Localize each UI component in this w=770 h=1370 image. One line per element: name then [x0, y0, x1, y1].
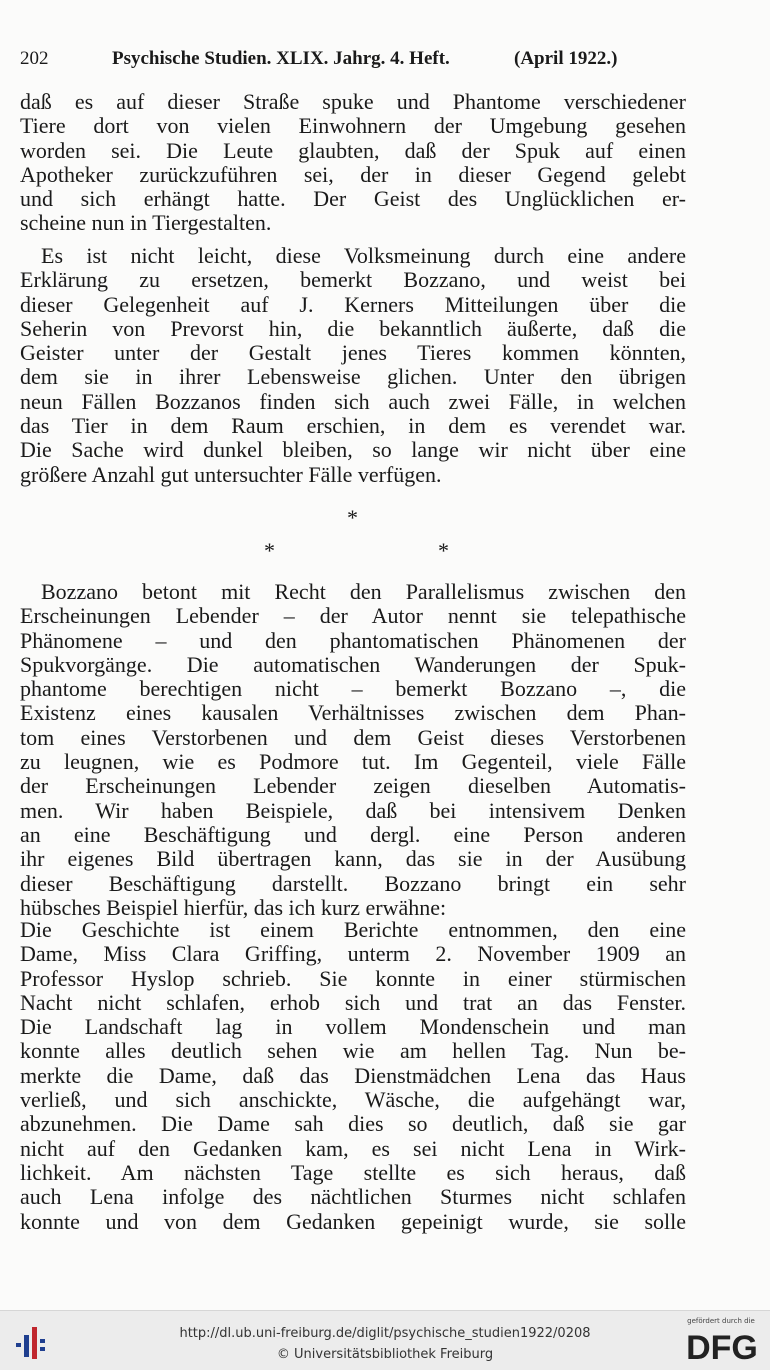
copyright-notice: © Universitätsbibliothek Freiburg — [276, 1347, 494, 1362]
paragraph-3 — [20, 580, 686, 920]
text-line: hübsches Beispiel hierfür, das ich kurz erwähne: — [20, 895, 447, 920]
text-line: merkte die Dame, daß das Dienstmädchen Lena das Haus — [20, 1063, 686, 1088]
text-line: tom eines Verstorbenen und dem Geist dieses Verstorbenen — [20, 725, 686, 750]
text-line: dem sie in ihrer Lebensweise glichen. Unter den übrigen — [20, 365, 686, 390]
text-line: Die Sache wird dunkel bleiben, so lange wir nicht über eine — [20, 438, 686, 463]
text-line: men. Wir haben Beispiele, daß bei intensivem Denken — [20, 798, 686, 823]
text-line: lichkeit. Am nächsten Tage stellte es sich heraus, daß — [20, 1160, 686, 1185]
text-line: ihr eigenes Bild übertragen kann, das sie in der Ausübung — [20, 847, 686, 872]
text-line: Erklärung zu ersetzen, bemerkt Bozzano, und weist bei — [20, 268, 686, 293]
text-line: konnte alles deutlich sehen wie am hellen Tag. Nun be- — [20, 1039, 686, 1064]
text-line: Erscheinungen Lebender – der Autor nennt sie telepathische — [20, 604, 686, 629]
text-line: Existenz eines kausalen Verhältnisses zwischen dem Phan- — [20, 701, 686, 726]
text-line: und sich erhängt hatte. Der Geist des Unglücklichen er- — [20, 187, 686, 212]
text-line: nicht auf den Gedanken kam, es sei nicht Lena in Wirk- — [20, 1136, 686, 1161]
text-line: neun Fällen Bozzanos finden sich auch zwei Fälle, in welchen — [20, 389, 686, 414]
dfg-caption: gefördert durch die — [687, 1317, 755, 1325]
text-line: größere Anzahl gut untersuchter Fälle verfügen. — [20, 462, 442, 487]
text-line: phantome berechtigen nicht – bemerkt Bozzano –, die — [20, 677, 686, 702]
page-number: 202 — [20, 48, 49, 69]
text-line: verließ, und sich anschickte, Wäsche, die aufgehängt war, — [20, 1088, 686, 1113]
source-url-link[interactable]: http://dl.ub.uni-freiburg.de/diglit/psychische_studien1922/0208 — [179, 1326, 591, 1341]
paragraph-2 — [20, 244, 686, 487]
text-line: an eine Beschäftigung und dergl. eine Person anderen — [20, 822, 686, 847]
text-line: Geister unter der Gestalt jenes Tieres kommen könnten, — [20, 341, 686, 366]
text-line: Tiere dort von vielen Einwohnern der Umgebung gesehen — [20, 114, 686, 139]
viewer-footer — [0, 1310, 770, 1370]
text-line: der Erscheinungen Lebender zeigen dieselben Automatis- — [20, 774, 686, 799]
text-line: Phänomene – und den phantomatischen Phänomenen der — [20, 628, 686, 653]
text-line: Seherin von Prevorst hin, die bekanntlich äußerte, daß die — [20, 316, 686, 341]
text-line: scheine nun in Tiergestalten. — [20, 211, 272, 236]
section-separator-star: * — [438, 538, 449, 563]
text-line: Die Geschichte ist einem Berichte entnommen, den eine — [20, 918, 686, 942]
text-line: abzunehmen. Die Dame sah dies so deutlich, daß sie gar — [20, 1112, 686, 1137]
dfg-logo-text: DFG — [686, 1329, 758, 1363]
dfg-funding[interactable] — [676, 1317, 766, 1367]
text-line: Dame, Miss Clara Griffing, unterm 2. November 1909 an — [20, 942, 686, 967]
text-line: konnte und von dem Gedanken gepeinigt wurde, sie solle — [20, 1209, 686, 1234]
running-title: Psychische Studien. XLIX. Jahrg. 4. Heft. — [112, 48, 450, 69]
text-line: das Tier in dem Raum erschien, in dem es verendet war. — [20, 414, 686, 439]
section-separator-star: * — [264, 538, 275, 563]
text-line: Es ist nicht leicht, diese Volksmeinung durch eine andere — [41, 244, 686, 268]
text-line: Die Landschaft lag in vollem Mondenschein und man — [20, 1015, 686, 1040]
page-header — [20, 48, 710, 76]
text-line: daß es auf dieser Straße spuke und Phantome verschiedener — [20, 90, 686, 114]
text-line: worden sei. Die Leute glaubten, daß der Spuk auf einen — [20, 138, 686, 163]
text-line: zu leugnen, wie es Podmore tut. Im Gegenteil, viele Fälle — [20, 750, 686, 775]
text-line: dieser Gelegenheit auf J. Kerners Mitteilungen über die — [20, 292, 686, 317]
paragraph-1 — [20, 90, 686, 236]
issue-date: (April 1922.) — [514, 48, 618, 69]
text-line: dieser Beschäftigung darstellt. Bozzano bringt ein sehr — [20, 871, 686, 896]
text-line: auch Lena infolge des nächtlichen Sturmes nicht schlafen — [20, 1185, 686, 1210]
text-line: Nacht nicht schlafen, erhob sich und trat an das Fenster. — [20, 990, 686, 1015]
section-separator-star: * — [347, 505, 358, 530]
text-line: Bozzano betont mit Recht den Parallelismus zwischen den — [41, 580, 686, 604]
text-line: Professor Hyslop schrieb. Sie konnte in einer stürmischen — [20, 966, 686, 991]
text-line: Spukvorgänge. Die automatischen Wanderungen der Spuk- — [20, 652, 686, 677]
paragraph-4 — [20, 918, 686, 1234]
dfg-logo-icon — [680, 1329, 764, 1363]
text-line: Apotheker zurückzuführen sei, der in dieser Gegend gelebt — [20, 162, 686, 187]
